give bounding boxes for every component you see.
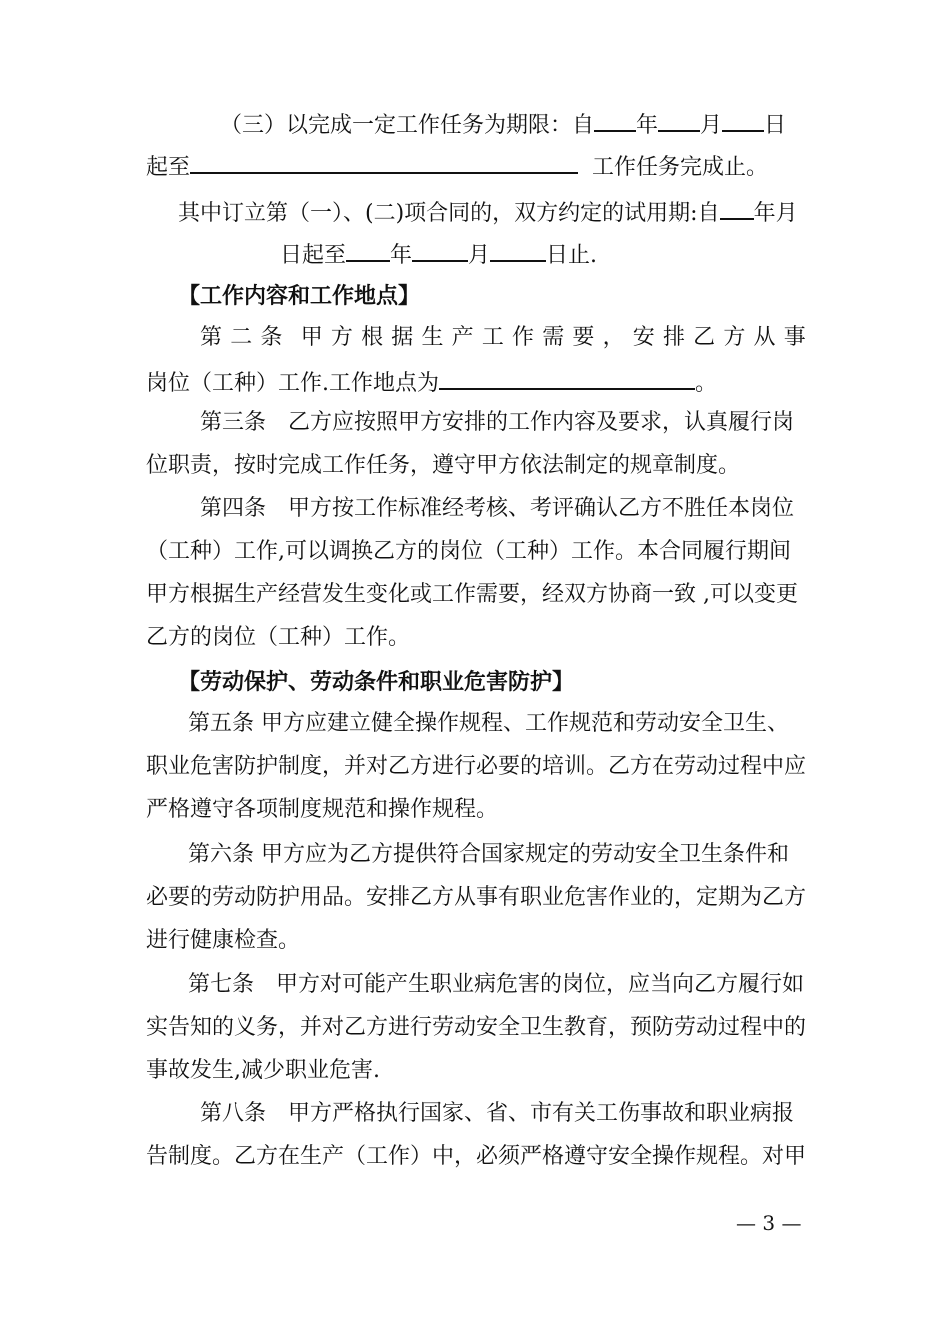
blank-month: [658, 108, 700, 132]
label-work-location: 岗位（工种）工作.工作地点为: [146, 371, 439, 396]
label-trial-end: 日止.: [546, 243, 598, 268]
label-trial-year: 年: [390, 243, 413, 268]
art2-char: 事: [783, 325, 806, 350]
article2-line1: [200, 323, 806, 353]
label-year: 年: [636, 113, 659, 138]
period: 。: [695, 371, 718, 396]
article4-line3: 甲方根据生产经营发生变化或工作需要，经双方协商一致 ,可以变更: [146, 582, 798, 607]
art2-char: 方: [330, 325, 353, 350]
article4-line1: 第四条 甲方按工作标准经考核、考评确认乙方不胜任本岗位: [200, 496, 795, 521]
art2-char: 乙: [693, 325, 716, 350]
label-month: 月: [700, 113, 723, 138]
article6-line2: 必要的劳动防护用品。安排乙方从事有职业危害作业的，定期为乙方: [146, 885, 807, 910]
label-trial-from: 日起至: [280, 243, 347, 268]
article7-line1: 第七条 甲方对可能产生职业病危害的岗位，应当向乙方履行如: [188, 972, 805, 997]
heading-work-content: 【工作内容和工作地点】: [178, 283, 421, 309]
article3-line1: 第三条 乙方应按照甲方安排的工作内容及要求，认真履行岗: [200, 410, 795, 435]
trial-line2: [280, 238, 597, 268]
art2-char: 要: [572, 325, 595, 350]
article6-line1: 第六条 甲方应为乙方提供符合国家规定的劳动安全卫生条件和: [188, 842, 789, 867]
art2-char: 排: [662, 325, 685, 350]
article7-line2: 实告知的义务，并对乙方进行劳动安全卫生教育，预防劳动过程中的: [146, 1015, 807, 1040]
article2-line2: [146, 366, 717, 396]
art2-char: 产: [451, 325, 474, 350]
art2-gap: [291, 323, 293, 353]
art2-char: 需: [542, 325, 565, 350]
page-number: — 3 —: [736, 1211, 802, 1235]
article5-line1: 第五条 甲方应建立健全操作规程、工作规范和劳动安全卫生、: [188, 711, 789, 736]
blank-day: [722, 108, 764, 132]
label-task-end: 工作任务完成止。: [592, 155, 769, 180]
trial-text: 其中订立第（一）、(二)项合同的，双方约定的试用期:自: [178, 201, 720, 226]
art2-char: 生: [421, 325, 444, 350]
article5-line3: 严格遵守各项制度规范和操作规程。: [146, 797, 499, 822]
section3-line1: [220, 108, 786, 138]
label-start: 起至: [146, 155, 191, 180]
section3-text: （三）以完成一定工作任务为期限：自: [220, 113, 595, 138]
art2-char: 从: [753, 325, 776, 350]
article6-line3: 进行健康检查。: [146, 928, 301, 953]
heading-labor-protection: 【劳动保护、劳动条件和职业危害防护】: [178, 669, 575, 695]
label-day: 日: [764, 113, 787, 138]
article4-line2: （工种）工作,可以调换乙方的岗位（工种）工作。本合同履行期间: [146, 539, 791, 564]
art2-char: 甲: [300, 325, 323, 350]
art2-char: 二: [230, 325, 253, 350]
art2-char: ，: [602, 325, 625, 350]
art2-char: 方: [723, 325, 746, 350]
blank-trial-month: [412, 238, 468, 262]
article8-line1: 第八条 甲方严格执行国家、省、市有关工伤事故和职业病报: [200, 1101, 795, 1126]
article8-line2: 告制度。乙方在生产（工作）中，必须严格遵守安全操作规程。对甲: [146, 1144, 807, 1169]
art2-char: 工: [481, 325, 504, 350]
trial-line1: [178, 196, 798, 226]
art2-char: 条: [260, 325, 283, 350]
section3-line2: [146, 150, 768, 180]
art2-char: 根: [361, 325, 384, 350]
blank-trial-year: [346, 238, 390, 262]
blank-trial-day: [490, 238, 546, 262]
art2-char: 安: [632, 325, 655, 350]
art2-char: 第: [200, 325, 223, 350]
art2-char: 作: [512, 325, 535, 350]
blank-task-end: [190, 150, 578, 174]
article5-line2: 职业危害防护制度，并对乙方进行必要的培训。乙方在劳动过程中应: [146, 754, 807, 779]
blank-work-location: [439, 366, 695, 390]
art2-char: 据: [391, 325, 414, 350]
article3-line2: 位职责，按时完成工作任务，遵守甲方依法制定的规章制度。: [146, 453, 741, 478]
blank-trial-start: [720, 196, 754, 220]
article4-line4: 乙方的岗位（工种）工作。: [146, 625, 411, 650]
label-year-month: 年月: [753, 201, 798, 226]
label-trial-month: 月: [468, 243, 491, 268]
article7-line3: 事故发生,减少职业危害.: [146, 1058, 380, 1083]
blank-year: [594, 108, 636, 132]
